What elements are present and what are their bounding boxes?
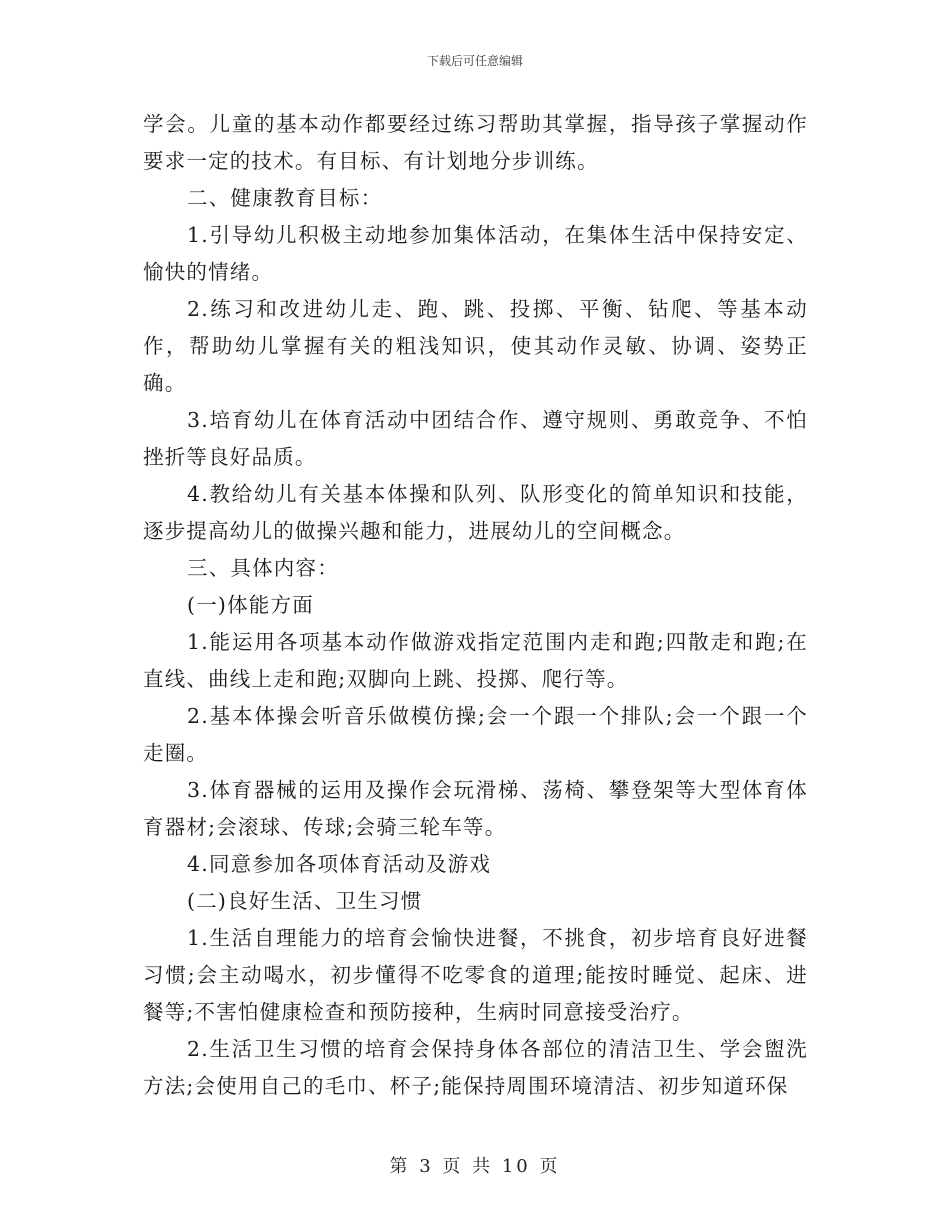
subsection-heading-physical: (一)体能方面 <box>187 593 314 617</box>
paragraph-goal-3: 3.培育幼儿在体育活动中团结合作、遵守规则、勇敢竞争、不怕挫折等良好品质。 <box>143 408 808 469</box>
paragraph-1: 学会。儿童的基本动作都要经过练习帮助其掌握，指导孩子掌握动作要求一定的技术。有目标、有计划地分步训练。 <box>143 112 808 173</box>
paragraph-physical-3: 3.体育器械的运用及操作会玩滑梯、荡椅、攀登架等大型体育体育器材;会滚球、传球;会骑三轮车等。 <box>143 778 808 839</box>
document-body <box>143 106 808 1105</box>
paragraph-physical-2: 2.基本体操会听音乐做模仿操;会一个跟一个排队;会一个跟一个走圈。 <box>143 704 808 765</box>
paragraph-goal-2: 2.练习和改进幼儿走、跑、跳、投掷、平衡、钻爬、等基本动作，帮助幼儿掌握有关的粗浅知识，使其动作灵敏、协调、姿势正确。 <box>143 297 808 395</box>
page-footer: 第 3 页 共 10 页 <box>389 1156 561 1177</box>
paragraph-physical-1: 1.能运用各项基本动作做游戏指定范围内走和跑;四散走和跑;在直线、曲线上走和跑;双脚向上跳、投掷、爬行等。 <box>143 630 808 691</box>
section-heading-content: 三、具体内容： <box>187 556 339 580</box>
paragraph-goal-1: 1.引导幼儿积极主动地参加集体活动，在集体生活中保持安定、愉快的情绪。 <box>143 223 808 284</box>
page-header: 下载后可任意编辑 <box>426 54 523 68</box>
paragraph-habits-2: 2.生活卫生习惯的培育会保持身体各部位的清洁卫生、学会盥洗方法;会使用自己的毛巾、杯子;能保持周围环境清洁、初步知道环保 <box>143 1037 808 1098</box>
paragraph-habits-1: 1.生活自理能力的培育会愉快进餐，不挑食，初步培育良好进餐习惯;会主动喝水，初步懂得不吃零食的道理;能按时睡觉、起床、进餐等;不害怕健康检查和预防接种，生病时同意接受治疗。 <box>143 926 808 1024</box>
section-heading-goals: 二、健康教育目标： <box>187 186 383 210</box>
subsection-heading-habits: (二)良好生活、卫生习惯 <box>187 889 423 913</box>
paragraph-goal-4: 4.教给幼儿有关基本体操和队列、队形变化的简单知识和技能，逐步提高幼儿的做操兴趣和能力，进展幼儿的空间概念。 <box>143 482 808 543</box>
paragraph-physical-4: 4.同意参加各项体育活动及游戏 <box>187 852 492 876</box>
